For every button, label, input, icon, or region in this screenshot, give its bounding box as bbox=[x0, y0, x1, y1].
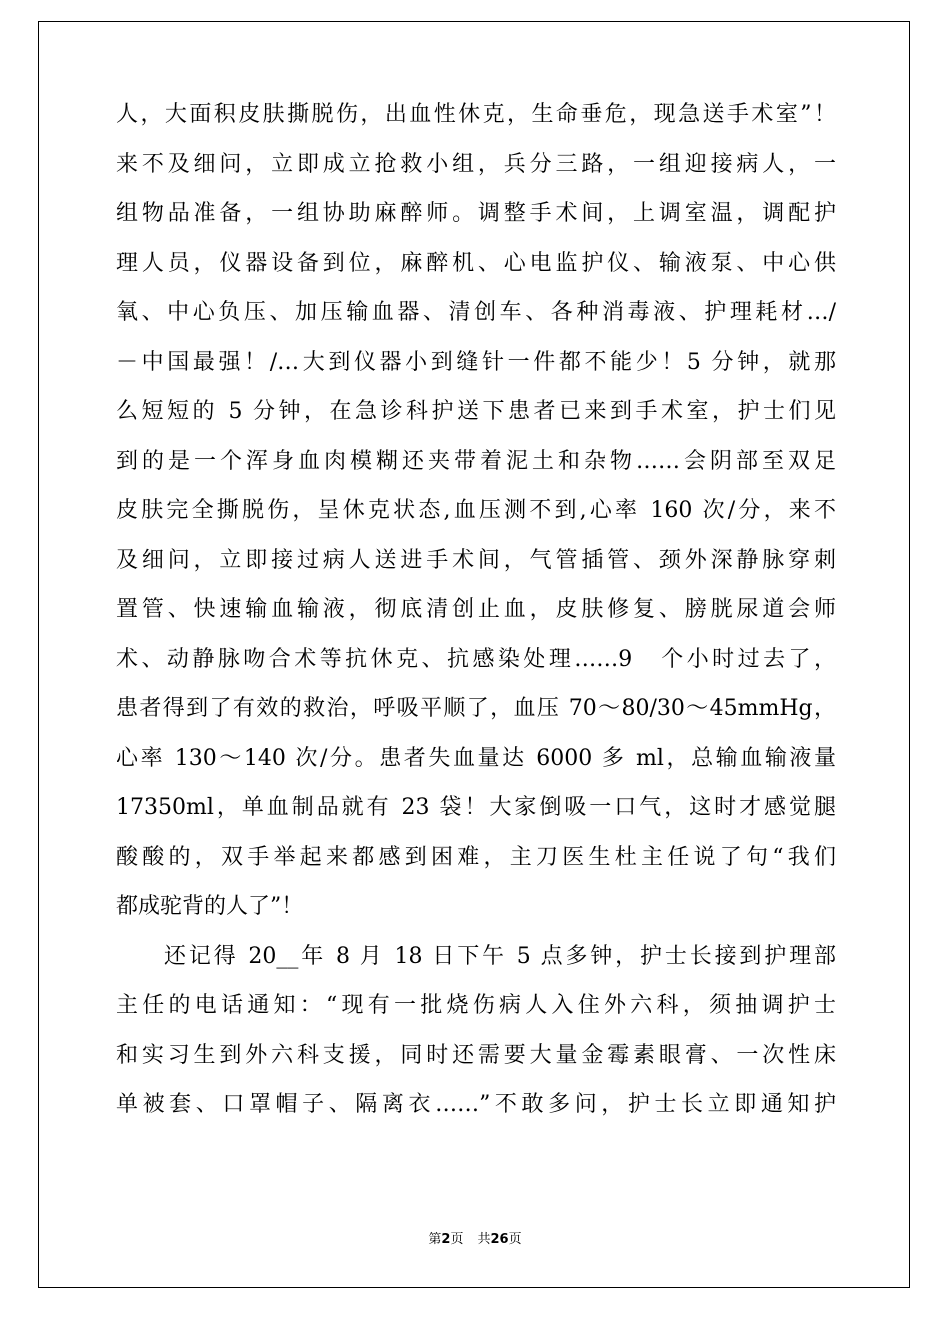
text-line: 皮肤完全撕脱伤，呈休克状态,血压测不到,心率 160 次/分，来不 bbox=[116, 498, 836, 523]
text-line: 组物品准备，一组协助麻醉师。调整手术间，上调室温，调配护 bbox=[116, 201, 836, 226]
text-line: 单被套、口罩帽子、隔离衣……”不敢多问，护士长立即通知护 bbox=[116, 1092, 836, 1117]
text-line: 么短短的 5 分钟，在急诊科护送下患者已来到手术室，护士们见 bbox=[116, 399, 836, 424]
text-line: 及细问，立即接过病人送进手术间，气管插管、颈外深静脉穿刺 bbox=[116, 547, 836, 573]
text-line: 酸酸的，双手举起来都感到困难，主刀医生杜主任说了句“我们 bbox=[116, 844, 836, 870]
text-line: 到的是一个浑身血肉模糊还夹带着泥土和杂物……会阴部至双足 bbox=[116, 448, 836, 474]
text-line: 术、动静脉吻合术等抗休克、抗感染处理……9 个小时过去了， bbox=[116, 646, 836, 672]
text-line: －中国最强！/…大到仪器小到缝针一件都不能少！5 分钟，就那 bbox=[116, 349, 836, 375]
text-line: 来不及细问，立即成立抢救小组，兵分三路，一组迎接病人，一 bbox=[116, 151, 836, 177]
text-line: 理人员，仪器设备到位，麻醉机、心电监护仪、输液泵、中心供 bbox=[116, 250, 836, 276]
total-suffix: 页 bbox=[508, 1232, 522, 1247]
text-line: 氧、中心负压、加压输血器、清创车、各种消毒液、护理耗材…/ bbox=[116, 300, 836, 325]
page-prefix: 第 bbox=[428, 1232, 442, 1247]
text-line: 和实习生到外六科支援，同时还需要大量金霉素眼膏、一次性床 bbox=[116, 1042, 836, 1068]
total-pages: 26 bbox=[490, 1232, 509, 1247]
page-number: 2 bbox=[441, 1232, 451, 1247]
page-suffix: 页 bbox=[450, 1232, 464, 1247]
text-line: 患者得到了有效的救治，呼吸平顺了，血压 70～80/30～45mmHg， bbox=[116, 696, 836, 721]
text-line: 都成驼背的人了”！ bbox=[116, 894, 304, 919]
total-prefix: 共 bbox=[477, 1232, 491, 1247]
text-line: 主任的电话通知：“现有一批烧伤病人入住外六科，须抽调护士 bbox=[116, 993, 836, 1018]
page-footer bbox=[0, 1228, 950, 1247]
text-line: 置管、快速输血输液，彻底清创止血，皮肤修复、膀胱尿道会师 bbox=[116, 597, 836, 622]
paragraph-first-line: 还记得 20__年 8 月 18 日下午 5 点多钟，护士长接到护理部 bbox=[164, 943, 836, 969]
text-line: 17350ml，单血制品就有 23 袋！大家倒吸一口气，这时才感觉腿 bbox=[116, 795, 836, 820]
text-line: 人，大面积皮肤撕脱伤，出血性休克，生命垂危，现急送手术室”！ bbox=[116, 102, 836, 127]
text-line: 心率 130～140 次/分。患者失血量达 6000 多 ml，总输血输液量 bbox=[116, 745, 836, 771]
